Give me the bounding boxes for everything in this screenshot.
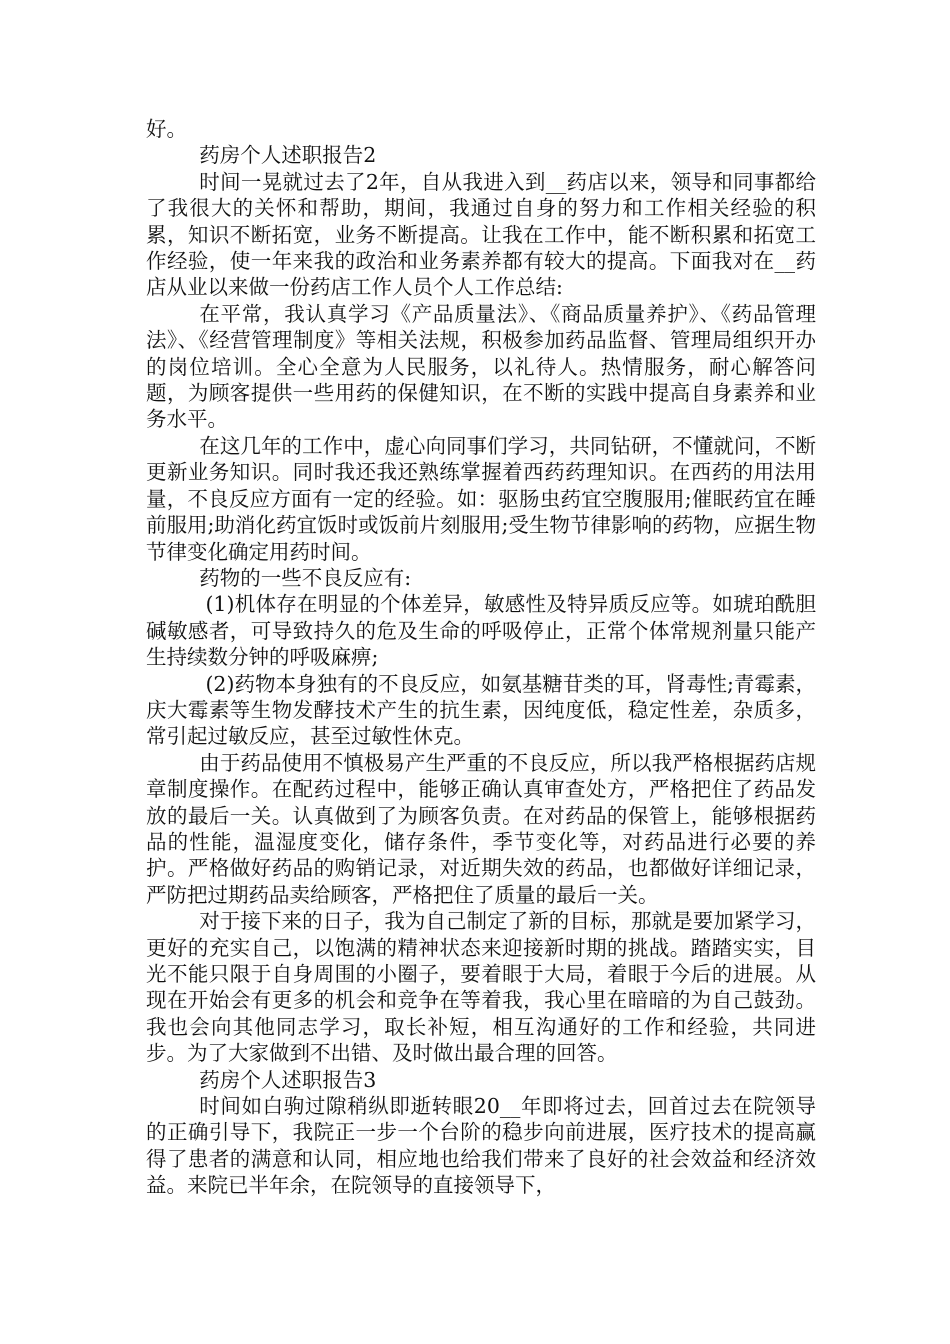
body-paragraph: 时间一晃就过去了2年，自从我进入到__药店以来，领导和同事都给了我很大的关怀和帮助，期间，我通过自身的努力和工作相关经验的积累，知识不断拓宽，业务不断提高。让我在工作中，能不断积累和拓宽工作经验，使一年来我的政治和业务素养都有较大的提高。下面我对在__药店从业以来做一份药店工作人员个人工作总结: [146,169,816,300]
body-paragraph: 在平常，我认真学习《产品质量法》、《商品质量养护》、《药品管理法》、《经营管理制度》等相关法规，积极参加药品监督、管理局组织开办的岗位培训。全心全意为人民服务，以礼待人。热情服务，耐心解答问题，为顾客提供一些用药的保健知识，在不断的实践中提高自身素养和业务水平。 [146,301,816,432]
body-paragraph: 由于药品使用不慎极易产生严重的不良反应，所以我严格根据药店规章制度操作。在配药过程中，能够正确认真审查处方，严格把住了药品发放的最后一关。认真做到了为顾客负责。在对药品的保管上，能够根据药品的性能，温湿度变化，储存条件，季节变化等，对药品进行必要的养护。严格做好药品的购销记录，对近期失效的药品，也都做好详细记录，严防把过期药品卖给顾客，严格把住了质量的最后一关。 [146,750,816,907]
body-paragraph: 药物的一些不良反应有: [199,565,412,590]
list-item: (1)机体存在明显的个体差异，敏感性及特异质反应等。如琥珀酰胆碱敏感者，可导致持久的危及生命的呼吸停止，正常个体常规剂量只能产生持续数分钟的呼吸麻痹; [146,592,816,670]
body-paragraph: 对于接下来的日子，我为自己制定了新的目标，那就是要加紧学习，更好的充实自己，以饱满的精神状态来迎接新时期的挑战。踏踏实实，目光不能只限于自身周围的小圈子，要着眼于大局，着眼于今后的进展。从现在开始会有更多的机会和竞争在等着我，我心里在暗暗的为自己鼓劲。我也会向其他同志学习，取长补短，相互沟通好的工作和经验，共同进步。为了大家做到不出错、及时做出最合理的回答。 [146,909,816,1066]
body-paragraph: 在这几年的工作中，虚心向同事们学习，共同钻研，不懂就问，不断更新业务知识。同时我还我还熟练掌握着西药药理知识。在西药的用法用量，不良反应方面有一定的经验。如：驱肠虫药宜空腹服用;催眠药宜在睡前服用;助消化药宜饭时或饭前片刻服用;受生物节律影响的药物，应据生物节律变化确定用药时间。 [146,433,816,564]
document-page [146,116,816,1199]
continuation-text: 好。 [146,117,187,141]
section-heading-report-3: 药房个人述职报告3 [199,1067,377,1092]
section-heading-report-2: 药房个人述职报告2 [199,143,377,168]
body-paragraph: 时间如白驹过隙稍纵即逝转眼20__年即将过去，回首过去在院领导的正确引导下，我院正一步一个台阶的稳步向前进展，医疗技术的提高赢得了患者的满意和认同，相应地也给我们带来了良好的社会效益和经济效益。来院已半年余，在院领导的直接领导下， [146,1094,816,1198]
list-item: (2)药物本身独有的不良反应，如氨基糖苷类的耳，肾毒性;青霉素，庆大霉素等生物发酵技术产生的抗生素，因纯度低，稳定性差，杂质多，常引起过敏反应，甚至过敏性休克。 [146,671,816,749]
